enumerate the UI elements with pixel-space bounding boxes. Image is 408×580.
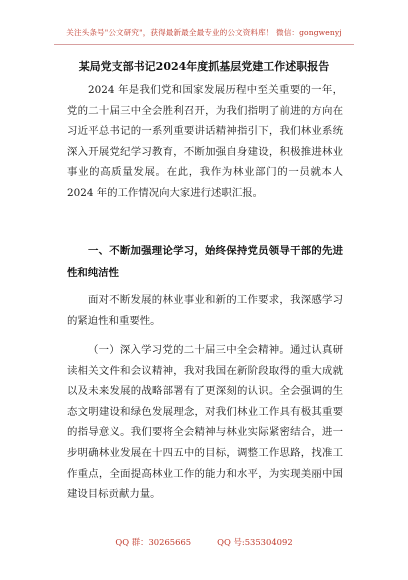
section-heading-1: 一、不断加强理论学习，始终保持党员领导干部的先进性和纯洁性 [67,245,343,279]
paragraph-intro: 2024 年是我们党和国家发展历程中至关重要的一年，党的二十届三中全会胜利召开，为我们指明了前进的方向在习近平总书记的一系列重要讲话精神指引下，我们林业系统深入开展党纪学习教育，不断加强自身建设，积极推进林业事业的高质量发展。在此，我作为林业部门的一员就本人 2024 年的工作情况向大家进行述职汇报。 [67,84,343,199]
footer-contact [0,536,408,548]
footer-qq-group: QQ 群：30265665 [115,537,192,547]
document-title: 某局党支部书记2024年度抓基层党建工作述职报告 [78,60,330,73]
paragraph-section-1-intro: 面对不断发展的林业事业和新的工作要求，我深感学习的紧迫性和重要性。 [67,294,343,327]
footer-qq-number: QQ 号:535304092 [217,537,293,547]
header-divider [54,44,354,45]
paragraph-subsection-1: （一）深入学习党的二十届三中全会精神。通过认真研读相关文件和会议精神，我对我国在新阶段取得的重大成就以及未来发展的战略部署有了更深刻的认识。全会强调的生态文明建设和绿色发展理念，对我们林业工作具有极其重要的指导意义。我们要将全会精神与林业实际紧密结合，进一步明确林业发展在十四五中的目标，调整工作思路，找准工作重点，全面提高林业工作的能力和水平，为实现美丽中国建设目标贡献力量。 [67,344,343,501]
header-banner: 关注头条号"公文研究"，获得最新最全最专业的公文资料库！ 微信：gongwenyj [66,28,342,37]
